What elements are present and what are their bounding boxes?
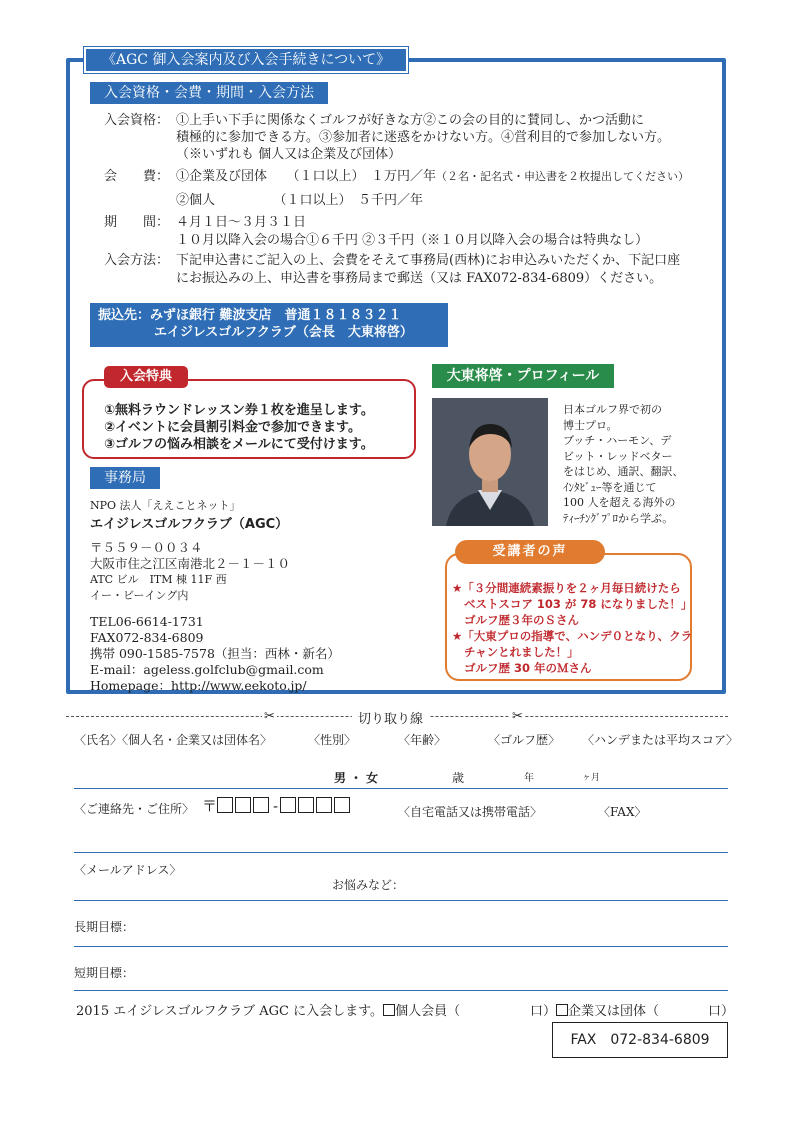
profile-line: 博士プロ。 [563, 418, 618, 432]
voice-line: ベストスコア 103 が 78 になりました！」 [464, 597, 693, 611]
method-label: 入会方法： [104, 253, 170, 268]
postal-code-field[interactable]: 〒 - [202, 795, 352, 816]
handicap-label: 〈ハンデまたは平均スコア〉 [582, 733, 739, 747]
profile-photo [432, 398, 548, 526]
voice-line: ゴルフ歴３年のＳさん [464, 613, 579, 627]
period-line-2: １０月以降入会の場合①６千円 ②３千円（※１０月以降入会の場合は特典なし） [176, 233, 649, 248]
office-mobile: 携帯 090-1585-7578（担当：西林・新名） [90, 646, 340, 661]
profile-line: ブッチ・ハーモン、デ [563, 434, 672, 447]
cut-line-label: 切り取り線 [352, 708, 429, 727]
person-portrait-icon [432, 398, 548, 526]
postal-mark: 〒 [202, 797, 218, 815]
unit-label: 口） [708, 1004, 735, 1019]
bank-info [90, 303, 448, 347]
month-unit: ヶ月 [582, 773, 601, 783]
age-unit: 歳 [452, 771, 465, 785]
method-line-2: にお振込みの上、申込書を事務局まで郵送（又は FAX072-834-6809）ください。 [176, 271, 663, 286]
fee-row [104, 168, 689, 186]
short-term-goal-label: 短期目標： [74, 966, 135, 980]
office-email[interactable]: E-mail：ageless.golfclub@gmail.com [90, 662, 324, 677]
corporate-option: 企業又は団体（ [568, 1004, 660, 1019]
profile-line: ﾃｨｰﾁﾝｸﾞﾌﾟﾛから学ぶ。 [563, 511, 674, 525]
voices-header: 受講者の声 [455, 540, 605, 564]
gender-options[interactable]: 男・女 [334, 771, 383, 785]
name-label: 〈氏名〉〈個人名・企業又は団体名〉 [74, 733, 273, 747]
gender-label: 〈性別〉 [308, 733, 357, 747]
bank-line-1: 振込先：みずほ銀行 難波支店 普通１８１８３２１ [98, 308, 402, 323]
office-fax: FAX072-834-6809 [90, 630, 204, 645]
fax-label: 〈FAX〉 [598, 805, 647, 819]
phone-label: 〈自宅電話又は携帯電話〉 [398, 805, 543, 819]
zip-box[interactable] [253, 797, 269, 813]
benefits-header: 入会特典 [104, 366, 188, 388]
zip-box[interactable] [334, 797, 350, 813]
email-label: 〈メールアドレス〉 [74, 863, 182, 877]
corporate-option-row [530, 1000, 659, 1019]
individual-option: 個人会員（ [395, 1004, 461, 1019]
scissors-icon: ✂ [264, 709, 275, 724]
section-header-membership: 入会資格・会費・期間・入会方法 [90, 82, 328, 104]
period-line-1: ４月１日～３月３１日 [176, 215, 307, 230]
fee-label: 会 費： [104, 169, 170, 184]
corporate-checkbox[interactable] [556, 1004, 568, 1016]
office-club: エイジレスゴルフクラブ（AGC） [90, 517, 289, 532]
qualification-line-1: ①上手い下手に関係なくゴルフが好きな方②この会の目的に賛同し、かつ活動に [176, 113, 645, 128]
period-label: 期 間： [104, 215, 170, 230]
zip-box[interactable] [217, 797, 233, 813]
unit-label: 口） [530, 1004, 557, 1019]
golf-history-label: 〈ゴルフ歴〉 [488, 733, 561, 747]
fee-corporate: ①企業及び団体 （１口以上） １万円／年 [176, 169, 437, 184]
fax-number-box: FAX 072-834-6809 [552, 1022, 728, 1058]
fee-corporate-note: （２名・記名式・申込書を２枚提出してください） [436, 170, 690, 183]
zip-box[interactable] [280, 797, 296, 813]
method-row [104, 252, 680, 270]
year-unit: 年 [524, 773, 534, 784]
zip-box[interactable] [298, 797, 314, 813]
voice-line: ★「３分間連続素振りを２ヶ月毎日続けたら [452, 581, 681, 595]
period-row [104, 214, 306, 232]
office-header: 事務局 [90, 467, 160, 489]
join-statement [76, 1000, 460, 1019]
profile-line: をはじめ、通訳、翻訳、 [563, 465, 684, 478]
individual-checkbox[interactable] [383, 1004, 395, 1016]
join-text: 2015 エイジレスゴルフクラブ AGC に入会します。 [76, 1004, 384, 1019]
office-info [90, 498, 340, 694]
long-term-goal-label: 長期目標： [74, 920, 135, 934]
qualification-line-2: 積極的に参加できる方。③参加者に迷惑をかけない方。④営利目的で参加しない方。 [176, 130, 671, 145]
profile-line: 100 人を超える海外の [563, 496, 676, 509]
voices-list [452, 580, 692, 676]
benefit-item: ①無料ラウンドレッスン券１枚を進呈します。 [104, 403, 374, 418]
form-line [74, 990, 728, 991]
form-line [74, 946, 728, 947]
benefits-list [104, 402, 374, 453]
zip-box[interactable] [316, 797, 332, 813]
voice-line: ゴルフ歴 30 年のＭさん [464, 661, 592, 675]
qualification-label: 入会資格： [104, 113, 170, 128]
benefit-item: ②イベントに会員割引料金で参加できます。 [104, 420, 361, 435]
form-line [74, 900, 728, 901]
office-address-3: イー・ビーイング内 [90, 589, 189, 602]
contact-label: 〈ご連絡先・ご住所〉 [74, 802, 195, 816]
form-line [74, 852, 728, 853]
office-address-1: 大阪市住之江区南港北２－１－１０ [90, 556, 291, 571]
scissors-icon: ✂ [512, 709, 523, 724]
form-line [74, 788, 728, 789]
benefit-item: ③ゴルフの悩み相談をメールにて受付けます。 [104, 437, 374, 452]
age-label: 〈年齢〉 [398, 733, 447, 747]
fee-individual: ②個人 （１口以上） ５千円／年 [176, 193, 424, 208]
office-org: NPO 法人「ええことネット」 [90, 499, 241, 512]
profile-text [563, 402, 684, 526]
profile-line: 日本ゴルフ界で初の [563, 403, 662, 416]
voice-line: ★「大東プロの指導で、ハンデ０となり、クラ [452, 629, 693, 643]
profile-line: ｲﾝﾀﾋﾞｭｰ等を通じて [563, 480, 657, 494]
office-address-2: ATC ビル ITM 棟 11F 西 [90, 573, 227, 586]
office-tel: TEL06-6614-1731 [90, 614, 204, 629]
qualification-line-3: （※いずれも 個人又は企業及び団体） [176, 147, 402, 162]
profile-line: ビット・レッドベター [563, 449, 673, 463]
qualification-row [104, 112, 644, 130]
page-title: 《AGC 御入会案内及び入会手続きについて》 [84, 47, 408, 73]
concerns-label: お悩みなど： [332, 878, 405, 892]
office-homepage[interactable]: Homepage：http://www.eekoto.jp/ [90, 678, 307, 693]
profile-header: 大東将啓・プロフィール [432, 364, 614, 388]
voice-line: チャンとれました！」 [464, 645, 579, 659]
method-line-1: 下記申込書にご記入の上、会費をそえて事務局(西林)にお申込みいただくか、下記口座 [176, 253, 681, 268]
bank-line-2: エイジレスゴルフクラブ（会長 大東将啓） [154, 325, 413, 340]
office-postal: 〒５５９－００３４ [90, 540, 203, 555]
zip-box[interactable] [235, 797, 251, 813]
